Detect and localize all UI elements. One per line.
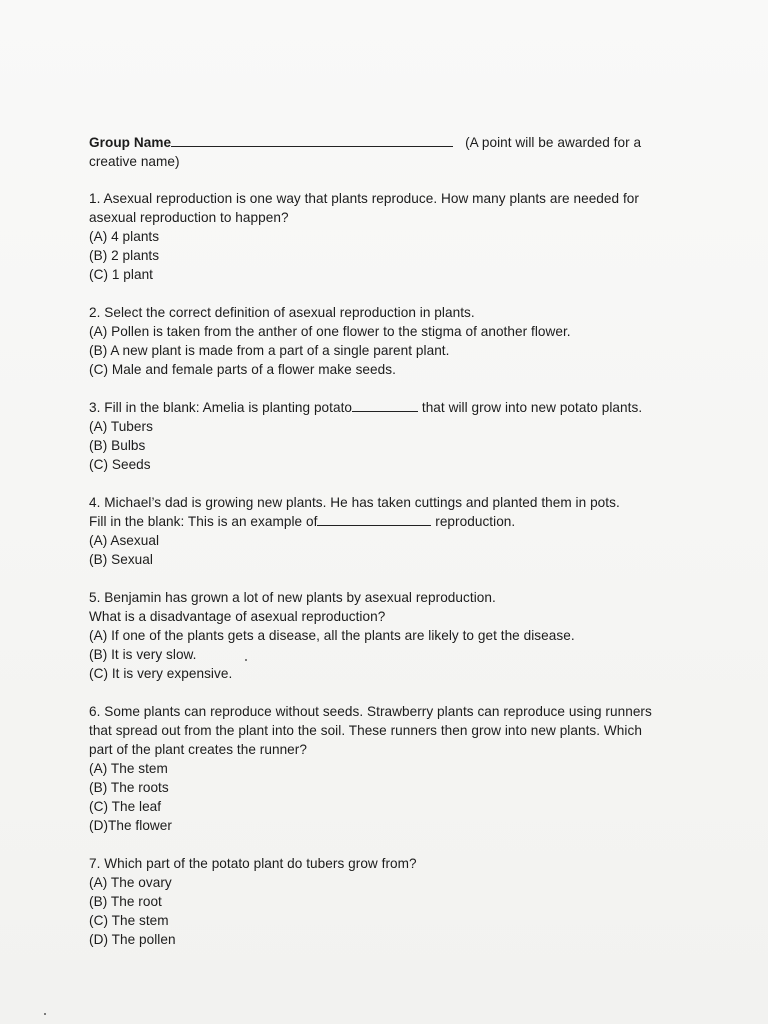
answer-option: (C) The leaf [89, 799, 162, 814]
question-stem: 5. Benjamin has grown a lot of new plants by asexual reproduction. [89, 590, 496, 605]
question-3 [89, 398, 689, 474]
question-stem: 1. Asexual reproduction is one way that plants reproduce. How many plants are needed for [89, 191, 639, 206]
question-1 [89, 189, 689, 284]
answer-option: (B) 2 plants [89, 248, 160, 263]
group-name-label: Group Name [89, 135, 172, 150]
question-7 [89, 854, 689, 949]
question-5 [89, 588, 689, 683]
answer-option: (B) The roots [89, 780, 169, 795]
question-stem: 2. Select the correct definition of asexual reproduction in plants. [89, 305, 475, 320]
award-note: (A point will be awarded for a [465, 135, 642, 150]
question-stem: that spread out from the plant into the soil. These runners then grow into new plants. Which [89, 723, 642, 738]
fill-in-blank [317, 512, 431, 526]
stem-before-blank: Fill in the blank: This is an example of [89, 514, 318, 529]
scan-speck [44, 1013, 46, 1015]
answer-option: (A) The ovary [89, 875, 172, 890]
question-stem: part of the plant creates the runner? [89, 742, 307, 757]
question-6 [89, 702, 689, 835]
question-2 [89, 303, 689, 379]
question-stem: 7. Which part of the potato plant do tubers grow from? [89, 856, 417, 871]
answer-option: (A) The stem [89, 761, 168, 776]
award-note-continued: creative name) [89, 154, 180, 169]
question-stem: asexual reproduction to happen? [89, 210, 289, 225]
stem-after-blank: that will grow into new potato plants. [418, 400, 643, 415]
answer-option: (C) Male and female parts of a flower make seeds. [89, 362, 396, 377]
answer-option: (C) The stem [89, 913, 169, 928]
question-stem: What is a disadvantage of asexual reproduction? [89, 609, 386, 624]
answer-option: (C) 1 plant [89, 267, 154, 282]
answer-option: (D)The flower [89, 818, 172, 833]
question-4 [89, 493, 689, 569]
answer-option: (C) It is very expensive. [89, 666, 233, 681]
answer-option: (A) 4 plants [89, 229, 160, 244]
question-stem: 6. Some plants can reproduce without seeds. Strawberry plants can reproduce using runners [89, 704, 652, 719]
question-stem: 4. Michael’s dad is growing new plants. He has taken cuttings and planted them in pots. [89, 495, 620, 510]
answer-option: (B) Sexual [89, 552, 153, 567]
fill-in-blank [352, 398, 418, 412]
question-stem [89, 398, 689, 417]
question-stem [89, 512, 689, 531]
answer-option: (A) If one of the plants gets a disease, all the plants are likely to get the disease. [89, 628, 575, 643]
group-name-blank [171, 133, 453, 147]
answer-option: (D) The pollen [89, 932, 176, 947]
answer-option: (B) A new plant is made from a part of a single parent plant. [89, 343, 450, 358]
worksheet-content [89, 133, 689, 968]
answer-option: (B) The root [89, 894, 162, 909]
stem-after-blank: reproduction. [431, 514, 516, 529]
answer-option: (B) Bulbs [89, 438, 146, 453]
answer-option: (B) It is very slow. [89, 647, 197, 662]
answer-option: (A) Asexual [89, 533, 160, 548]
answer-option: (C) Seeds [89, 457, 151, 472]
group-name-header [89, 133, 689, 171]
answer-option: (A) Pollen is taken from the anther of one flower to the stigma of another flower. [89, 324, 571, 339]
answer-option: (A) Tubers [89, 419, 153, 434]
stem-before-blank: 3. Fill in the blank: Amelia is planting potato [89, 400, 353, 415]
scan-speck [245, 659, 247, 661]
